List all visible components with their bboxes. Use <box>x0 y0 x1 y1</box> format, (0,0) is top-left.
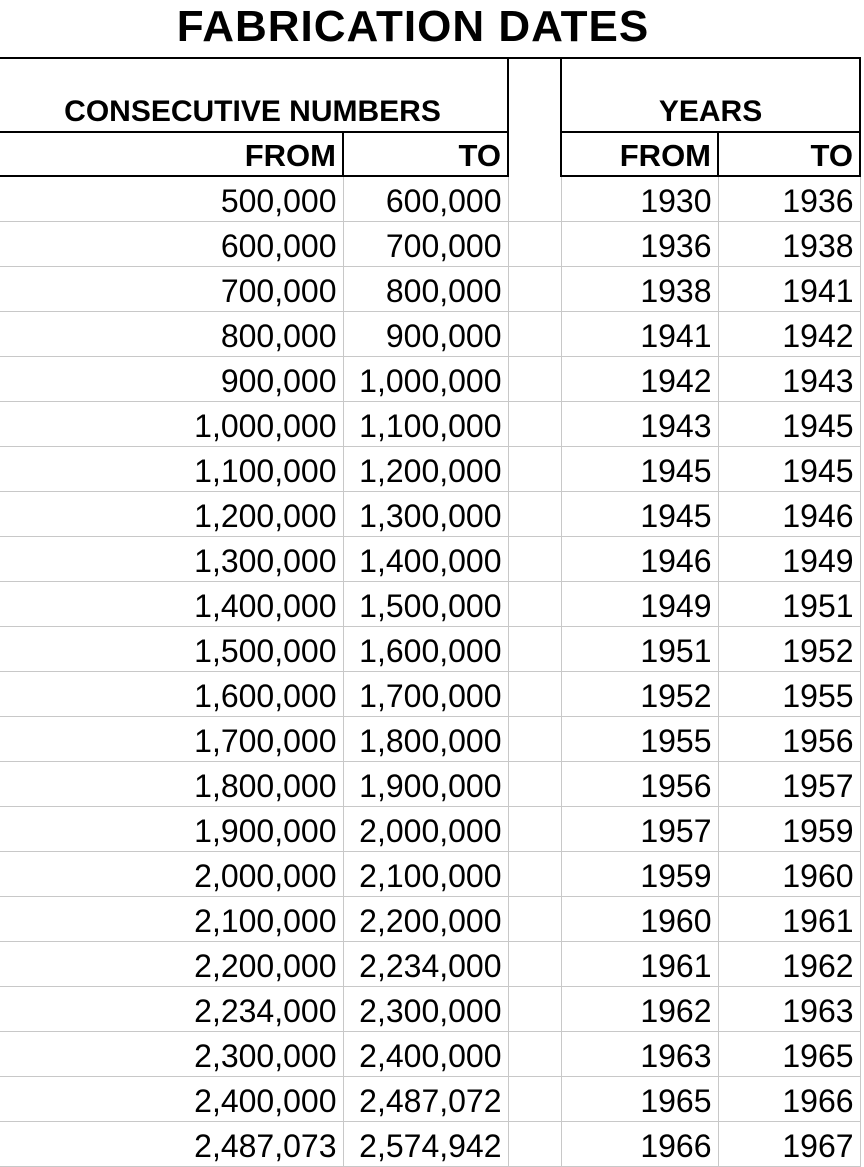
number-to-cell[interactable]: 600,000 <box>343 176 508 222</box>
table-row <box>0 1032 860 1077</box>
number-to-cell[interactable]: 2,100,000 <box>343 852 508 897</box>
year-to-cell[interactable]: 1966 <box>718 1077 860 1122</box>
year-from-cell[interactable]: 1961 <box>561 942 718 987</box>
year-to-cell[interactable]: 1938 <box>718 222 860 267</box>
year-from-cell[interactable]: 1945 <box>561 447 718 492</box>
table-row <box>0 672 860 717</box>
year-to-cell[interactable]: 1967 <box>718 1122 860 1167</box>
year-from-cell[interactable]: 1946 <box>561 537 718 582</box>
year-to-cell[interactable]: 1946 <box>718 492 860 537</box>
year-from-cell[interactable]: 1936 <box>561 222 718 267</box>
year-from-cell[interactable]: 1957 <box>561 807 718 852</box>
spacer-cell[interactable] <box>508 132 561 176</box>
number-to-cell[interactable]: 900,000 <box>343 312 508 357</box>
number-to-cell[interactable]: 2,000,000 <box>343 807 508 852</box>
year-to-cell[interactable]: 1945 <box>718 402 860 447</box>
table-row <box>0 312 860 357</box>
table-row <box>0 1122 860 1167</box>
year-to-cell[interactable]: 1961 <box>718 897 860 942</box>
spacer-cell[interactable] <box>508 852 561 897</box>
number-from-cell[interactable]: 1,100,000 <box>0 447 343 492</box>
number-to-cell[interactable]: 1,300,000 <box>343 492 508 537</box>
year-to-cell[interactable]: 1957 <box>718 762 860 807</box>
year-from-cell[interactable]: 1938 <box>561 267 718 312</box>
number-to-cell[interactable]: 2,400,000 <box>343 1032 508 1077</box>
spacer-cell[interactable] <box>508 267 561 312</box>
year-from-cell[interactable]: 1952 <box>561 672 718 717</box>
number-from-cell[interactable]: 2,234,000 <box>0 987 343 1032</box>
year-to-cell[interactable]: 1949 <box>718 537 860 582</box>
table-row <box>0 807 860 852</box>
table-row <box>0 537 860 582</box>
number-to-header[interactable]: TO <box>343 132 508 176</box>
table-row <box>0 582 860 627</box>
spacer-cell[interactable] <box>508 1122 561 1167</box>
year-from-cell[interactable]: 1963 <box>561 1032 718 1077</box>
number-from-cell[interactable]: 600,000 <box>0 222 343 267</box>
spacer-cell[interactable] <box>508 942 561 987</box>
number-from-cell[interactable]: 2,200,000 <box>0 942 343 987</box>
year-to-cell[interactable]: 1941 <box>718 267 860 312</box>
year-from-cell[interactable]: 1955 <box>561 717 718 762</box>
spacer-cell[interactable] <box>508 58 561 132</box>
year-from-cell[interactable]: 1959 <box>561 852 718 897</box>
number-from-cell[interactable]: 900,000 <box>0 357 343 402</box>
spacer-cell[interactable] <box>508 1032 561 1077</box>
spacer-cell[interactable] <box>508 717 561 762</box>
spacer-cell[interactable] <box>508 582 561 627</box>
number-to-cell[interactable]: 2,574,942 <box>343 1122 508 1167</box>
consecutive-numbers-header[interactable]: CONSECUTIVE NUMBERS <box>0 58 508 132</box>
number-to-cell[interactable]: 1,000,000 <box>343 357 508 402</box>
year-from-cell[interactable]: 1930 <box>561 176 718 222</box>
table-row <box>0 492 860 537</box>
number-from-cell[interactable]: 1,200,000 <box>0 492 343 537</box>
year-from-cell[interactable]: 1966 <box>561 1122 718 1167</box>
year-from-cell[interactable]: 1941 <box>561 312 718 357</box>
year-from-cell[interactable]: 1949 <box>561 582 718 627</box>
year-from-cell[interactable]: 1951 <box>561 627 718 672</box>
year-to-cell[interactable]: 1956 <box>718 717 860 762</box>
number-to-cell[interactable]: 1,200,000 <box>343 447 508 492</box>
year-from-cell[interactable]: 1945 <box>561 492 718 537</box>
year-to-cell[interactable]: 1952 <box>718 627 860 672</box>
year-from-cell[interactable]: 1962 <box>561 987 718 1032</box>
number-from-cell[interactable]: 2,487,073 <box>0 1122 343 1167</box>
year-to-cell[interactable]: 1942 <box>718 312 860 357</box>
table-row <box>0 357 860 402</box>
year-from-cell[interactable]: 1942 <box>561 357 718 402</box>
number-from-cell[interactable]: 1,600,000 <box>0 672 343 717</box>
number-from-cell[interactable]: 1,900,000 <box>0 807 343 852</box>
column-header-row <box>0 132 860 176</box>
number-to-cell[interactable]: 1,400,000 <box>343 537 508 582</box>
year-to-cell[interactable]: 1965 <box>718 1032 860 1077</box>
number-from-cell[interactable]: 1,400,000 <box>0 582 343 627</box>
spacer-cell[interactable] <box>508 807 561 852</box>
spacer-cell[interactable] <box>508 176 561 222</box>
spacer-cell[interactable] <box>508 447 561 492</box>
number-from-cell[interactable]: 2,400,000 <box>0 1077 343 1122</box>
number-to-cell[interactable]: 1,700,000 <box>343 672 508 717</box>
table-row <box>0 447 860 492</box>
number-to-cell[interactable]: 1,900,000 <box>343 762 508 807</box>
number-to-cell[interactable]: 2,300,000 <box>343 987 508 1032</box>
year-to-cell[interactable]: 1951 <box>718 582 860 627</box>
number-to-cell[interactable]: 1,100,000 <box>343 402 508 447</box>
year-from-cell[interactable]: 1943 <box>561 402 718 447</box>
year-to-cell[interactable]: 1943 <box>718 357 860 402</box>
table-row <box>0 852 860 897</box>
number-to-cell[interactable]: 2,234,000 <box>343 942 508 987</box>
number-from-cell[interactable]: 2,100,000 <box>0 897 343 942</box>
table-row <box>0 222 860 267</box>
spacer-cell[interactable] <box>508 672 561 717</box>
year-to-cell[interactable]: 1945 <box>718 447 860 492</box>
number-from-cell[interactable]: 1,700,000 <box>0 717 343 762</box>
table-row <box>0 402 860 447</box>
group-header-row <box>0 58 860 132</box>
table-row <box>0 762 860 807</box>
number-to-cell[interactable]: 800,000 <box>343 267 508 312</box>
number-from-cell[interactable]: 1,300,000 <box>0 537 343 582</box>
number-from-cell[interactable]: 700,000 <box>0 267 343 312</box>
year-to-cell[interactable]: 1955 <box>718 672 860 717</box>
spacer-cell[interactable] <box>508 222 561 267</box>
table-row <box>0 987 860 1032</box>
table-row <box>0 717 860 762</box>
number-from-cell[interactable]: 2,300,000 <box>0 1032 343 1077</box>
year-to-cell[interactable]: 1959 <box>718 807 860 852</box>
year-from-cell[interactable]: 1965 <box>561 1077 718 1122</box>
number-to-cell[interactable]: 2,487,072 <box>343 1077 508 1122</box>
table-row <box>0 897 860 942</box>
spacer-cell[interactable] <box>508 627 561 672</box>
number-from-header[interactable]: FROM <box>0 132 343 176</box>
number-from-cell[interactable]: 1,000,000 <box>0 402 343 447</box>
page-title: FABRICATION DATES <box>176 2 650 51</box>
year-to-cell[interactable]: 1936 <box>718 176 860 222</box>
spacer-cell[interactable] <box>508 402 561 447</box>
year-to-cell[interactable]: 1963 <box>718 987 860 1032</box>
table-row <box>0 942 860 987</box>
spacer-cell[interactable] <box>508 312 561 357</box>
year-to-header[interactable]: TO <box>718 132 860 176</box>
year-from-header[interactable]: FROM <box>561 132 718 176</box>
table-row <box>0 267 860 312</box>
table-row <box>0 1077 860 1122</box>
year-from-cell[interactable]: 1960 <box>561 897 718 942</box>
number-from-cell[interactable]: 500,000 <box>0 176 343 222</box>
spacer-cell[interactable] <box>508 1077 561 1122</box>
year-from-cell[interactable]: 1956 <box>561 762 718 807</box>
spacer-cell[interactable] <box>508 357 561 402</box>
year-to-cell[interactable]: 1960 <box>718 852 860 897</box>
number-to-cell[interactable]: 1,500,000 <box>343 582 508 627</box>
table-body <box>0 176 860 1167</box>
spacer-cell[interactable] <box>508 762 561 807</box>
number-to-cell[interactable]: 1,800,000 <box>343 717 508 762</box>
number-to-cell[interactable]: 700,000 <box>343 222 508 267</box>
number-from-cell[interactable]: 1,800,000 <box>0 762 343 807</box>
years-header[interactable]: YEARS <box>561 58 860 132</box>
fabrication-dates-table <box>0 57 861 1167</box>
year-to-cell[interactable]: 1962 <box>718 942 860 987</box>
number-to-cell[interactable]: 2,200,000 <box>343 897 508 942</box>
spacer-cell[interactable] <box>508 897 561 942</box>
spacer-cell[interactable] <box>508 492 561 537</box>
number-to-cell[interactable]: 1,600,000 <box>343 627 508 672</box>
table-row <box>0 627 860 672</box>
number-from-cell[interactable]: 800,000 <box>0 312 343 357</box>
table-row <box>0 176 860 222</box>
spacer-cell[interactable] <box>508 537 561 582</box>
spacer-cell[interactable] <box>508 987 561 1032</box>
number-from-cell[interactable]: 1,500,000 <box>0 627 343 672</box>
number-from-cell[interactable]: 2,000,000 <box>0 852 343 897</box>
